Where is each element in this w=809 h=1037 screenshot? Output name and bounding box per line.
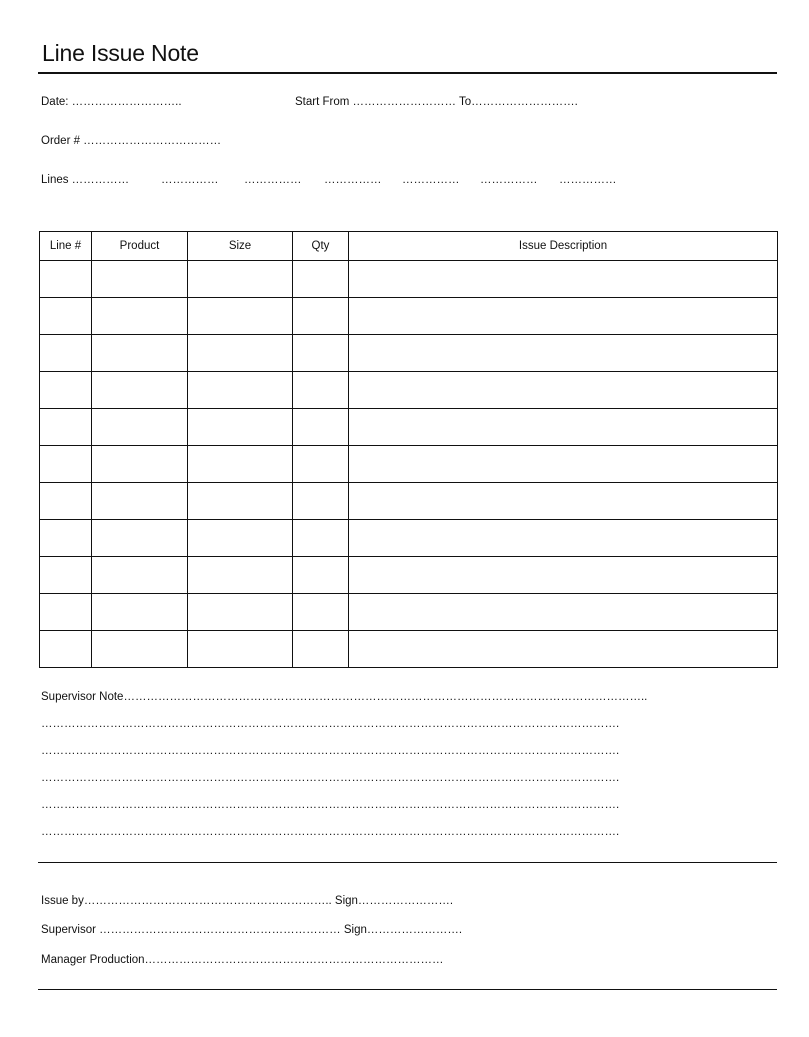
table-cell[interactable] [349, 372, 778, 409]
table-row [40, 335, 778, 372]
table-cell[interactable] [293, 261, 349, 298]
lines-field[interactable]: …………… [480, 174, 538, 186]
table-cell[interactable] [293, 520, 349, 557]
table-cell[interactable] [92, 446, 188, 483]
table-row [40, 483, 778, 520]
table-cell[interactable] [188, 335, 293, 372]
table-cell[interactable] [40, 335, 92, 372]
table-cell[interactable] [40, 557, 92, 594]
supervisor-note-line[interactable]: ……………………………………………………………………………………………………………………………………. [41, 718, 620, 730]
lines-field[interactable]: …………… [402, 174, 460, 186]
table-cell[interactable] [293, 446, 349, 483]
footer-divider [38, 989, 777, 990]
column-header-size: Size [188, 232, 293, 261]
column-header-line: Line # [40, 232, 92, 261]
table-cell[interactable] [92, 483, 188, 520]
section-divider [38, 862, 777, 863]
table-cell[interactable] [188, 520, 293, 557]
supervisor-note-line[interactable]: ……………………………………………………………………………………………………………………………………. [41, 799, 620, 811]
table-cell[interactable] [40, 631, 92, 668]
table-cell[interactable] [293, 409, 349, 446]
table-cell[interactable] [40, 446, 92, 483]
table-row [40, 631, 778, 668]
table-cell[interactable] [349, 483, 778, 520]
table-cell[interactable] [349, 446, 778, 483]
table-row [40, 557, 778, 594]
supervisor-note-field[interactable]: Supervisor Note……………………………………………………………………………………………………………………….. [41, 691, 648, 703]
table-row [40, 372, 778, 409]
table-cell[interactable] [188, 557, 293, 594]
table-cell[interactable] [188, 261, 293, 298]
table-cell[interactable] [92, 520, 188, 557]
table-cell[interactable] [349, 557, 778, 594]
supervisor-note-line[interactable]: ……………………………………………………………………………………………………………………………………. [41, 826, 620, 838]
table-cell[interactable] [92, 631, 188, 668]
table-cell[interactable] [92, 298, 188, 335]
table-row [40, 520, 778, 557]
table-row [40, 409, 778, 446]
column-header-issue-description: Issue Description [349, 232, 778, 261]
table-cell[interactable] [349, 594, 778, 631]
lines-field[interactable]: Lines …………… [41, 174, 130, 186]
table-cell[interactable] [293, 298, 349, 335]
table-cell[interactable] [188, 631, 293, 668]
lines-field[interactable]: …………… [324, 174, 382, 186]
table-cell[interactable] [92, 557, 188, 594]
column-header-qty: Qty [293, 232, 349, 261]
table-cell[interactable] [188, 594, 293, 631]
manager-production-field[interactable]: Manager Production…………………………………………………………………… [41, 954, 444, 966]
table-cell[interactable] [40, 298, 92, 335]
table-cell[interactable] [188, 409, 293, 446]
table-cell[interactable] [349, 520, 778, 557]
start-from-field[interactable]: Start From ……………………… To………………………. [295, 96, 578, 108]
column-header-product: Product [92, 232, 188, 261]
order-field[interactable]: Order # ……………………………… [41, 135, 222, 147]
table-cell[interactable] [349, 335, 778, 372]
table-cell[interactable] [293, 557, 349, 594]
table-cell[interactable] [92, 409, 188, 446]
page-title: Line Issue Note [42, 40, 199, 66]
table-cell[interactable] [92, 335, 188, 372]
table-row [40, 261, 778, 298]
lines-field[interactable]: …………… [559, 174, 617, 186]
lines-field[interactable]: …………… [161, 174, 219, 186]
table-header-row [40, 232, 778, 261]
title-rule [38, 72, 777, 74]
table-cell[interactable] [293, 594, 349, 631]
table-row [40, 594, 778, 631]
table-cell[interactable] [40, 372, 92, 409]
issue-table [39, 231, 778, 668]
table-cell[interactable] [92, 261, 188, 298]
table-cell[interactable] [40, 594, 92, 631]
table-cell[interactable] [349, 409, 778, 446]
table-cell[interactable] [188, 372, 293, 409]
table-cell[interactable] [188, 446, 293, 483]
table-cell[interactable] [349, 631, 778, 668]
table-row [40, 446, 778, 483]
lines-field[interactable]: …………… [244, 174, 302, 186]
date-field[interactable]: Date: ……………………….. [41, 96, 182, 108]
table-cell[interactable] [293, 483, 349, 520]
supervisor-note-line[interactable]: ……………………………………………………………………………………………………………………………………. [41, 745, 620, 757]
issue-by-field[interactable]: Issue by……………………………………………………….. Sign……………………. [41, 895, 454, 907]
table-cell[interactable] [40, 261, 92, 298]
table-cell[interactable] [349, 298, 778, 335]
table-cell[interactable] [188, 298, 293, 335]
supervisor-sign-field[interactable]: Supervisor ……………………………………………………… Sign……………………. [41, 924, 463, 936]
table-cell[interactable] [293, 631, 349, 668]
table-cell[interactable] [188, 483, 293, 520]
table-cell[interactable] [293, 335, 349, 372]
table-cell[interactable] [40, 483, 92, 520]
table-cell[interactable] [92, 372, 188, 409]
table-cell[interactable] [40, 409, 92, 446]
table-cell[interactable] [92, 594, 188, 631]
table-cell[interactable] [40, 520, 92, 557]
table-cell[interactable] [293, 372, 349, 409]
table-cell[interactable] [349, 261, 778, 298]
supervisor-note-line[interactable]: ……………………………………………………………………………………………………………………………………. [41, 772, 620, 784]
table-row [40, 298, 778, 335]
